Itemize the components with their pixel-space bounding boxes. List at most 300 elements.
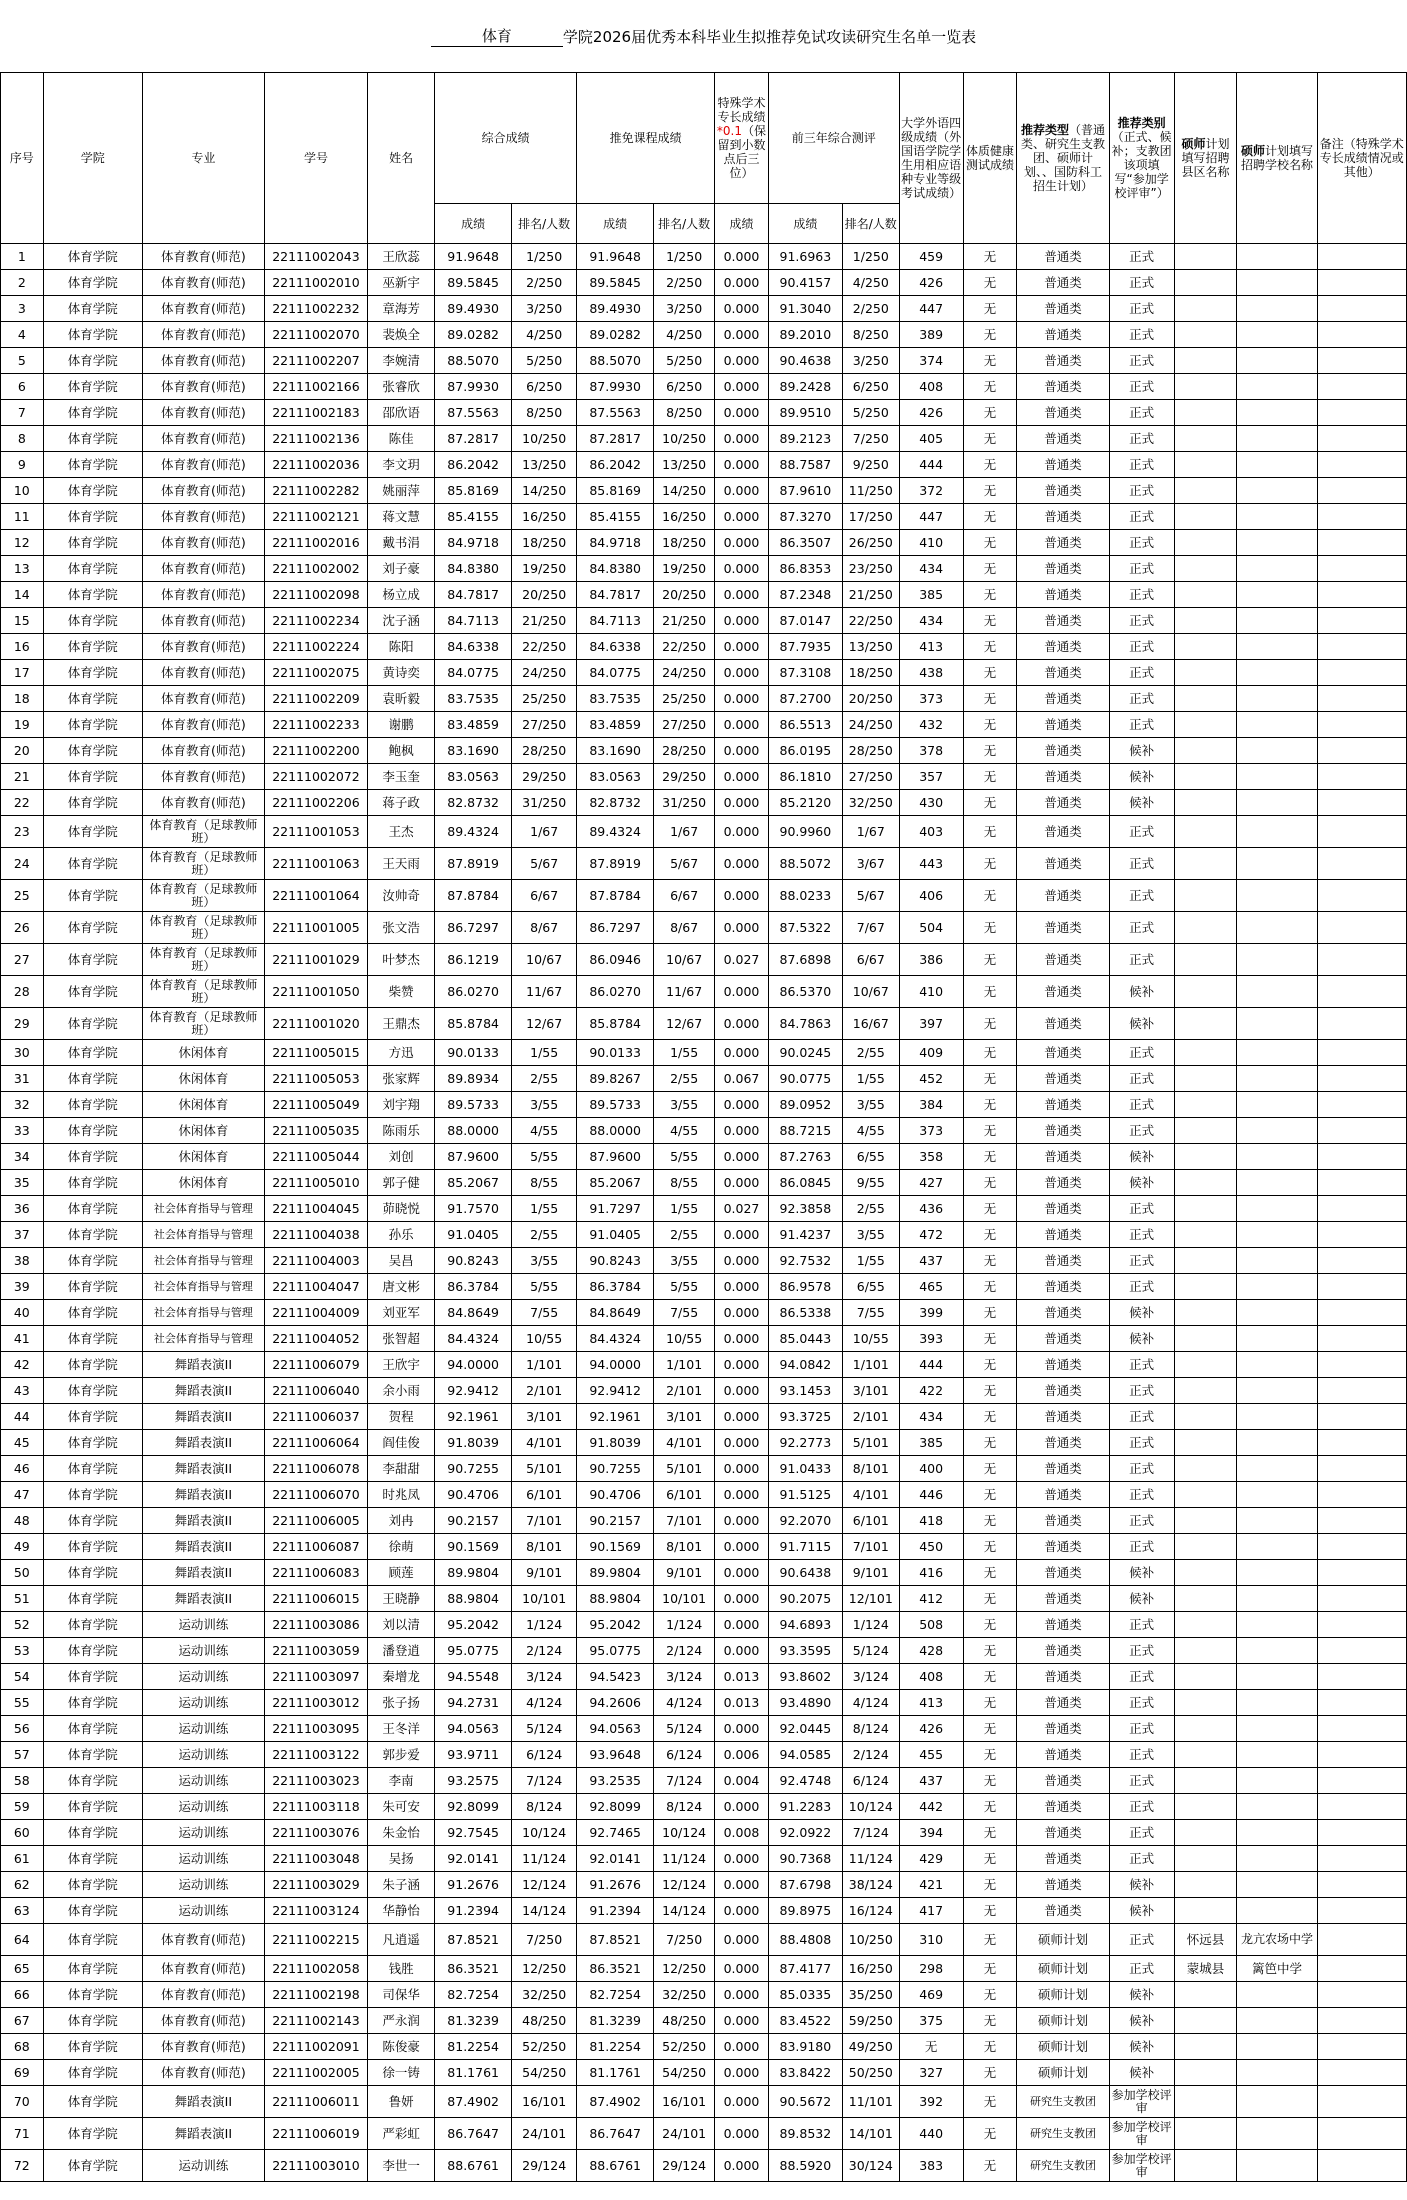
cell-exempt-score: 83.0563 [577,764,654,790]
table-row [1,1846,1407,1872]
cell-school [1237,1898,1317,1924]
cell-three-year-score: 87.9610 [768,478,842,504]
cell-recommendation-type: 普通类 [1017,712,1109,738]
cell-remark [1317,1456,1406,1482]
cell-recommendation-class: 正式 [1109,1066,1174,1092]
cell-recommendation-type: 普通类 [1017,1768,1109,1794]
cell-name: 徐一铸 [368,2060,435,2086]
cell-student-id: 22111002075 [264,660,367,686]
cell-recommendation-type: 普通类 [1017,1300,1109,1326]
cell-english: 417 [899,1898,963,1924]
cell-special-score: 0.000 [715,1482,769,1508]
cell-health: 无 [963,880,1017,912]
cell-index: 48 [1,1508,44,1534]
cell-recommendation-class: 正式 [1109,1612,1174,1638]
cell-name: 杨立成 [368,582,435,608]
cell-county [1174,1092,1237,1118]
cell-school [1237,1092,1317,1118]
cell-name: 严彩虹 [368,2118,435,2150]
candidate-table [0,72,1407,2182]
cell-student-id: 22111002058 [264,1956,367,1982]
cell-exempt-rank: 24/250 [654,660,715,686]
cell-three-year-rank: 38/124 [842,1872,899,1898]
cell-school [1237,1794,1317,1820]
cell-overall-score: 90.7255 [435,1456,512,1482]
cell-major: 体育教育(师范) [143,660,265,686]
cell-remark [1317,1040,1406,1066]
cell-special-score: 0.000 [715,1956,769,1982]
cell-special-score: 0.000 [715,2086,769,2118]
cell-name: 谢鹏 [368,712,435,738]
cell-health: 无 [963,1534,1017,1560]
cell-student-id: 22111006064 [264,1430,367,1456]
cell-index: 19 [1,712,44,738]
cell-school [1237,738,1317,764]
cell-school [1237,1040,1317,1066]
cell-special-score: 0.000 [715,556,769,582]
cell-three-year-rank: 8/250 [842,322,899,348]
table-row [1,1956,1407,1982]
cell-overall-score: 81.1761 [435,2060,512,2086]
table-row [1,1820,1407,1846]
cell-index: 52 [1,1612,44,1638]
cell-student-id: 22111002070 [264,322,367,348]
cell-recommendation-class: 正式 [1109,686,1174,712]
cell-recommendation-class: 正式 [1109,816,1174,848]
cell-major: 体育教育(师范) [143,2008,265,2034]
cell-name: 郭子健 [368,1170,435,1196]
cell-three-year-rank: 6/250 [842,374,899,400]
cell-remark [1317,1612,1406,1638]
cell-english: 421 [899,1872,963,1898]
cell-three-year-rank: 9/55 [842,1170,899,1196]
cell-index: 47 [1,1482,44,1508]
cell-special-score: 0.000 [715,1404,769,1430]
cell-name: 阎佳俊 [368,1430,435,1456]
cell-three-year-rank: 8/124 [842,1716,899,1742]
cell-overall-score: 84.4324 [435,1326,512,1352]
cell-three-year-rank: 8/101 [842,1456,899,1482]
table-row [1,1872,1407,1898]
cell-remark [1317,1248,1406,1274]
cell-exempt-score: 81.1761 [577,2060,654,2086]
cell-special-score: 0.000 [715,452,769,478]
cell-recommendation-type: 普通类 [1017,1690,1109,1716]
cell-recommendation-class: 候补 [1109,1872,1174,1898]
cell-overall-rank: 18/250 [512,530,577,556]
cell-school [1237,1196,1317,1222]
cell-remark [1317,1716,1406,1742]
cell-three-year-score: 88.7215 [768,1118,842,1144]
cell-student-id: 22111003076 [264,1820,367,1846]
cell-three-year-score: 93.4890 [768,1690,842,1716]
cell-school [1237,1508,1317,1534]
cell-overall-rank: 7/250 [512,1924,577,1956]
cell-exempt-rank: 1/250 [654,244,715,270]
cell-college: 体育学院 [43,1820,142,1846]
cell-english: 375 [899,2008,963,2034]
cell-health: 无 [963,1560,1017,1586]
cell-school [1237,976,1317,1008]
cell-overall-score: 91.8039 [435,1430,512,1456]
cell-student-id: 22111002206 [264,790,367,816]
cell-name: 王鼎杰 [368,1008,435,1040]
cell-three-year-score: 90.7368 [768,1846,842,1872]
table-row [1,1196,1407,1222]
cell-exempt-score: 90.2157 [577,1508,654,1534]
cell-index: 8 [1,426,44,452]
cell-exempt-rank: 9/101 [654,1560,715,1586]
cell-exempt-rank: 2/101 [654,1378,715,1404]
cell-student-id: 22111005049 [264,1092,367,1118]
header-overall-rank: 排名/人数 [512,204,577,244]
cell-college: 体育学院 [43,1482,142,1508]
cell-remark [1317,1846,1406,1872]
cell-overall-rank: 3/55 [512,1248,577,1274]
cell-three-year-rank: 16/67 [842,1008,899,1040]
cell-three-year-score: 84.7863 [768,1008,842,1040]
cell-overall-score: 95.2042 [435,1612,512,1638]
cell-college: 体育学院 [43,686,142,712]
cell-exempt-rank: 5/55 [654,1274,715,1300]
header-index: 序号 [1,73,44,244]
cell-special-score: 0.000 [715,738,769,764]
cell-english: 459 [899,244,963,270]
cell-recommendation-type: 普通类 [1017,1430,1109,1456]
cell-college: 体育学院 [43,1924,142,1956]
cell-remark [1317,374,1406,400]
cell-special-score: 0.000 [715,244,769,270]
cell-overall-rank: 2/55 [512,1222,577,1248]
cell-recommendation-class: 候补 [1109,790,1174,816]
cell-health: 无 [963,2086,1017,2118]
cell-overall-rank: 12/250 [512,1956,577,1982]
cell-special-score: 0.000 [715,348,769,374]
table-row [1,582,1407,608]
cell-recommendation-class: 正式 [1109,1222,1174,1248]
header-physical-health: 体质健康测试成绩 [963,73,1017,244]
table-row [1,296,1407,322]
table-row [1,1274,1407,1300]
cell-recommendation-type: 普通类 [1017,1508,1109,1534]
cell-name: 戴书涓 [368,530,435,556]
cell-special-score: 0.000 [715,1352,769,1378]
cell-name: 陈阳 [368,634,435,660]
cell-major: 社会体育指导与管理 [143,1300,265,1326]
cell-recommendation-class: 正式 [1109,848,1174,880]
cell-college: 体育学院 [43,1534,142,1560]
cell-overall-rank: 4/55 [512,1118,577,1144]
cell-college: 体育学院 [43,1144,142,1170]
table-row [1,400,1407,426]
cell-recommendation-class: 正式 [1109,1352,1174,1378]
cell-college: 体育学院 [43,976,142,1008]
cell-school [1237,1144,1317,1170]
cell-overall-rank: 1/55 [512,1196,577,1222]
cell-remark [1317,712,1406,738]
cell-overall-score: 84.6338 [435,634,512,660]
cell-overall-rank: 27/250 [512,712,577,738]
cell-exempt-rank: 4/55 [654,1118,715,1144]
header-overall-score-value: 成绩 [435,204,512,244]
cell-index: 72 [1,2150,44,2182]
cell-recommendation-class: 正式 [1109,1956,1174,1982]
cell-major: 舞蹈表演II [143,1586,265,1612]
cell-overall-rank: 1/67 [512,816,577,848]
cell-health: 无 [963,848,1017,880]
cell-student-id: 22111004052 [264,1326,367,1352]
cell-three-year-rank: 3/124 [842,1664,899,1690]
cell-major: 舞蹈表演II [143,1534,265,1560]
table-row [1,738,1407,764]
cell-special-score: 0.000 [715,400,769,426]
cell-college: 体育学院 [43,296,142,322]
cell-major: 社会体育指导与管理 [143,1248,265,1274]
cell-recommendation-type: 硕师计划 [1017,2034,1109,2060]
cell-index: 44 [1,1404,44,1430]
cell-exempt-rank: 20/250 [654,582,715,608]
cell-name: 顾莲 [368,1560,435,1586]
cell-major: 社会体育指导与管理 [143,1196,265,1222]
cell-three-year-rank: 13/250 [842,634,899,660]
cell-exempt-score: 87.4902 [577,2086,654,2118]
cell-health: 无 [963,1638,1017,1664]
cell-major: 体育教育(师范) [143,530,265,556]
cell-three-year-rank: 11/250 [842,478,899,504]
cell-three-year-score: 87.5322 [768,912,842,944]
cell-college: 体育学院 [43,1352,142,1378]
cell-college: 体育学院 [43,1066,142,1092]
cell-exempt-rank: 5/101 [654,1456,715,1482]
cell-major: 运动训练 [143,1716,265,1742]
cell-overall-score: 83.0563 [435,764,512,790]
cell-english: 469 [899,1982,963,2008]
cell-three-year-score: 83.9180 [768,2034,842,2060]
table-row [1,1768,1407,1794]
cell-student-id: 22111004009 [264,1300,367,1326]
cell-major: 体育教育（足球教师班） [143,976,265,1008]
cell-overall-score: 84.9718 [435,530,512,556]
cell-school [1237,582,1317,608]
cell-county [1174,2118,1237,2150]
table-row [1,848,1407,880]
table-body [1,244,1407,2182]
cell-english: 373 [899,1118,963,1144]
cell-major: 体育教育(师范) [143,348,265,374]
cell-english: 508 [899,1612,963,1638]
cell-exempt-score: 89.4930 [577,296,654,322]
cell-health: 无 [963,1404,1017,1430]
cell-college: 体育学院 [43,504,142,530]
cell-student-id: 22111005053 [264,1066,367,1092]
cell-school [1237,322,1317,348]
cell-college: 体育学院 [43,2150,142,2182]
cell-three-year-score: 90.5672 [768,2086,842,2118]
cell-recommendation-type: 研究生支教团 [1017,2118,1109,2150]
cell-overall-score: 89.5845 [435,270,512,296]
cell-recommendation-type: 硕师计划 [1017,1924,1109,1956]
cell-three-year-score: 90.9960 [768,816,842,848]
cell-student-id: 22111006078 [264,1456,367,1482]
cell-remark [1317,1872,1406,1898]
cell-recommendation-class: 候补 [1109,1300,1174,1326]
cell-school [1237,608,1317,634]
cell-major: 休闲体育 [143,1040,265,1066]
header-special-score-value: 成绩 [715,204,769,244]
cell-index: 7 [1,400,44,426]
cell-health: 无 [963,1664,1017,1690]
cell-recommendation-type: 硕师计划 [1017,2008,1109,2034]
cell-exempt-score: 89.5845 [577,270,654,296]
cell-recommendation-type: 普通类 [1017,556,1109,582]
cell-major: 运动训练 [143,1768,265,1794]
cell-overall-score: 92.7545 [435,1820,512,1846]
cell-remark [1317,848,1406,880]
header-special-academic: 特殊学术专长成绩*0.1（保留到小数点后三位） [715,73,769,204]
cell-major: 体育教育(师范) [143,686,265,712]
cell-county [1174,1982,1237,2008]
cell-recommendation-class: 正式 [1109,1534,1174,1560]
cell-three-year-rank: 23/250 [842,556,899,582]
cell-college: 体育学院 [43,2034,142,2060]
cell-exempt-score: 86.0946 [577,944,654,976]
cell-three-year-score: 93.3595 [768,1638,842,1664]
cell-college: 体育学院 [43,374,142,400]
cell-remark [1317,2060,1406,2086]
cell-overall-rank: 1/55 [512,1040,577,1066]
cell-three-year-rank: 10/55 [842,1326,899,1352]
cell-special-score: 0.000 [715,1898,769,1924]
table-row [1,608,1407,634]
cell-recommendation-type: 普通类 [1017,582,1109,608]
table-row [1,1170,1407,1196]
cell-county [1174,1560,1237,1586]
cell-major: 舞蹈表演II [143,1508,265,1534]
cell-remark [1317,1404,1406,1430]
cell-recommendation-class: 正式 [1109,1638,1174,1664]
cell-health: 无 [963,244,1017,270]
cell-overall-score: 94.0563 [435,1716,512,1742]
table-row [1,1404,1407,1430]
cell-county [1174,296,1237,322]
cell-college: 体育学院 [43,270,142,296]
cell-remark [1317,912,1406,944]
cell-health: 无 [963,2118,1017,2150]
cell-three-year-rank: 16/250 [842,1956,899,1982]
table-row [1,270,1407,296]
cell-special-score: 0.000 [715,912,769,944]
cell-major: 体育教育(师范) [143,426,265,452]
cell-health: 无 [963,1118,1017,1144]
cell-student-id: 22111006011 [264,2086,367,2118]
cell-exempt-score: 91.8039 [577,1430,654,1456]
cell-english: 383 [899,2150,963,2182]
cell-special-score: 0.000 [715,1560,769,1586]
cell-index: 31 [1,1066,44,1092]
cell-overall-score: 93.9711 [435,1742,512,1768]
cell-overall-rank: 4/101 [512,1430,577,1456]
table-row [1,1664,1407,1690]
table-row [1,322,1407,348]
cell-three-year-score: 92.3858 [768,1196,842,1222]
cell-health: 无 [963,1248,1017,1274]
cell-major: 体育教育(师范) [143,582,265,608]
cell-student-id: 22111002200 [264,738,367,764]
cell-college: 体育学院 [43,880,142,912]
cell-name: 凡逍遥 [368,1924,435,1956]
cell-three-year-rank: 49/250 [842,2034,899,2060]
cell-overall-rank: 5/250 [512,348,577,374]
cell-special-score: 0.000 [715,322,769,348]
cell-recommendation-type: 普通类 [1017,478,1109,504]
cell-recommendation-class: 正式 [1109,944,1174,976]
cell-special-score: 0.000 [715,504,769,530]
cell-county [1174,1456,1237,1482]
cell-college: 体育学院 [43,712,142,738]
cell-exempt-score: 91.9648 [577,244,654,270]
cell-county [1174,556,1237,582]
cell-three-year-rank: 11/124 [842,1846,899,1872]
cell-three-year-rank: 10/67 [842,976,899,1008]
cell-county [1174,582,1237,608]
cell-recommendation-class: 候补 [1109,1560,1174,1586]
table-row [1,244,1407,270]
cell-overall-score: 87.9930 [435,374,512,400]
cell-college: 体育学院 [43,660,142,686]
cell-overall-rank: 9/101 [512,1560,577,1586]
cell-county [1174,478,1237,504]
cell-remark [1317,1066,1406,1092]
cell-name: 刘亚军 [368,1300,435,1326]
cell-overall-rank: 3/55 [512,1092,577,1118]
cell-exempt-score: 88.6761 [577,2150,654,2182]
cell-three-year-score: 86.5370 [768,976,842,1008]
cell-student-id: 22111003012 [264,1690,367,1716]
cell-english: 430 [899,790,963,816]
cell-index: 29 [1,1008,44,1040]
cell-county [1174,1326,1237,1352]
cell-index: 62 [1,1872,44,1898]
cell-overall-score: 87.4902 [435,2086,512,2118]
cell-health: 无 [963,976,1017,1008]
cell-exempt-rank: 8/250 [654,400,715,426]
cell-special-score: 0.000 [715,1638,769,1664]
cell-overall-rank: 3/124 [512,1664,577,1690]
cell-english: 373 [899,686,963,712]
cell-remark [1317,976,1406,1008]
cell-index: 40 [1,1300,44,1326]
cell-exempt-rank: 25/250 [654,686,715,712]
cell-student-id: 22111006079 [264,1352,367,1378]
cell-overall-score: 87.9600 [435,1144,512,1170]
cell-recommendation-type: 普通类 [1017,1482,1109,1508]
cell-overall-score: 92.1961 [435,1404,512,1430]
cell-special-score: 0.000 [715,2118,769,2150]
cell-school [1237,296,1317,322]
cell-recommendation-type: 普通类 [1017,1144,1109,1170]
cell-special-score: 0.067 [715,1066,769,1092]
cell-name: 朱子涵 [368,1872,435,1898]
cell-exempt-rank: 12/250 [654,1956,715,1982]
cell-three-year-rank: 5/67 [842,880,899,912]
cell-english: 378 [899,738,963,764]
cell-student-id: 22111006005 [264,1508,367,1534]
cell-school [1237,848,1317,880]
cell-recommendation-class: 候补 [1109,1008,1174,1040]
cell-student-id: 22111002121 [264,504,367,530]
cell-exempt-rank: 13/250 [654,452,715,478]
table-row [1,2118,1407,2150]
